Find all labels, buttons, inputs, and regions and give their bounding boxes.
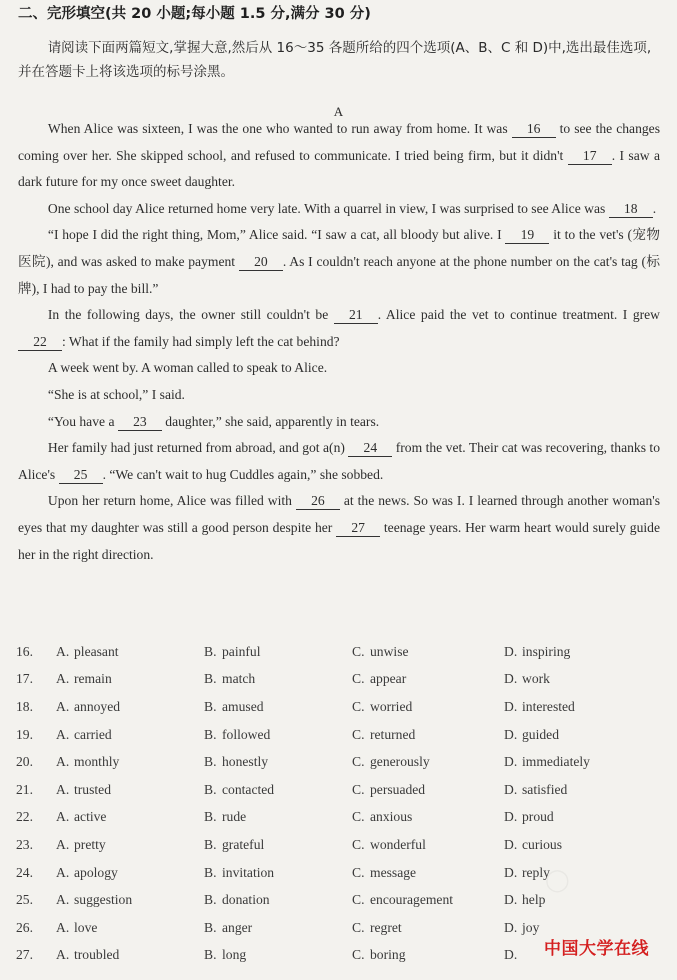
option-c [352,837,504,853]
question-number: 18. [16,698,33,714]
question-number: 22. [16,809,33,825]
option-letter: C. [352,809,365,825]
option-c [352,699,504,715]
option-d [504,727,656,743]
option-word: persuaded [370,781,426,797]
option-a [16,920,204,936]
question-number: 19. [16,726,33,742]
passage-paragraph [18,488,660,568]
option-letter: C. [352,836,365,852]
option-word: help [522,892,546,908]
option-c [352,671,504,687]
passage-text: at the news. So was I. I learned through another woman's eyes that my daughter was still a good person despite her [18,493,660,535]
option-letter: D. [504,781,518,797]
option-word: anger [222,919,253,935]
option-d [504,699,656,715]
blank-number: 27 [336,520,380,537]
option-c [352,920,504,936]
passage-text: teenage years. Her warm heart would surely guide her in the right direction. [18,519,660,562]
option-letter: D. [504,919,518,935]
cloze-passage [18,116,660,568]
option-d [504,865,656,881]
blank-number: 23 [118,414,162,431]
option-d [504,782,656,798]
passage-text: from the vet. Their cat was recovering, thanks to Alice's [18,440,660,482]
passage-paragraph [18,302,660,355]
option-a [16,809,204,825]
option-c [352,727,504,743]
option-letter: B. [204,864,217,880]
option-word: work [522,671,550,687]
passage-text: Her family had just returned from abroad, and got a(n) [47,440,349,456]
passage-paragraph [18,222,660,302]
option-letter: C. [352,919,365,935]
option-word: carried [74,726,112,742]
option-b [204,837,352,853]
option-d [504,671,656,687]
passage-paragraph [18,409,660,436]
option-letter: A. [56,947,70,963]
option-word: monthly [74,754,120,770]
option-letter: C. [352,892,365,908]
option-c [352,892,504,908]
question-number: 24. [16,864,33,880]
option-word: inspiring [522,643,571,659]
blank-number: 20 [239,254,283,271]
option-letter: A. [56,781,70,797]
option-letter: D. [504,836,518,852]
option-letter: B. [204,698,217,714]
question-number: 16. [16,643,33,659]
option-word: pretty [74,836,106,852]
option-a [16,671,204,687]
passage-text: . [652,200,657,216]
option-letter: A. [56,892,70,908]
option-word: donation [222,892,270,908]
option-b [204,727,352,743]
passage-paragraph [18,382,660,409]
option-c [352,865,504,881]
option-letter: A. [56,754,70,770]
option-a [16,947,204,963]
option-b [204,809,352,825]
option-word: regret [370,919,402,935]
option-letter: D. [504,698,518,714]
blank-number: 17 [568,148,612,165]
option-word: contacted [222,781,275,797]
option-letter: C. [352,781,365,797]
question-number: 26. [16,919,33,935]
option-letter: D. [504,671,518,687]
option-a [16,754,204,770]
option-c [352,809,504,825]
option-b [204,920,352,936]
answer-options [16,638,656,969]
option-word: returned [370,726,416,742]
option-a [16,644,204,660]
option-a [16,782,204,798]
option-word: interested [522,698,575,714]
option-d [504,809,656,825]
option-letter: A. [56,643,70,659]
blank-number: 24 [348,440,392,457]
option-row [16,693,656,721]
option-letter: D. [504,643,518,659]
option-letter: A. [56,809,70,825]
option-letter: B. [204,892,217,908]
blank-number: 26 [296,493,340,510]
site-watermark: 中国大学在线 [544,939,649,959]
passage-text: to see the changes coming over her. She skipped school, and refused to communicate. I tried being firm, but it didn't [18,121,660,163]
option-letter: C. [352,726,365,742]
passage-text: . As I couldn't reach anyone at the phone number on the cat's tag (标牌), I had to pay the bill.” [18,253,660,296]
passage-text: “I hope I did the right thing, Mom,” Alice said. “I saw a cat, all bloody but alive. I [47,227,506,243]
option-c [352,754,504,770]
passage-paragraph [18,116,660,196]
option-word: honestly [222,754,269,770]
option-letter: C. [352,671,365,687]
option-row [16,666,656,694]
option-word: annoyed [74,698,121,714]
option-letter: D. [504,726,518,742]
option-letter: B. [204,754,217,770]
option-letter: A. [56,671,70,687]
part-label: A [333,104,344,119]
option-letter: C. [352,947,365,963]
option-letter: A. [56,836,70,852]
option-letter: A. [56,919,70,935]
option-word: curious [522,836,563,852]
option-word: appear [370,671,407,687]
blank-number: 22 [18,334,62,351]
option-b [204,947,352,963]
option-a [16,727,204,743]
option-letter: C. [352,754,365,770]
blank-number: 16 [512,121,556,138]
passage-text: One school day Alice returned home very late. With a quarrel in view, I was surprised to see Alice was [47,200,609,216]
option-b [204,782,352,798]
option-word: long [222,947,247,963]
question-number: 17. [16,671,33,687]
option-letter: B. [204,726,217,742]
passage-text: A week went by. A woman called to speak to Alice. [47,360,328,376]
question-number: 25. [16,892,33,908]
option-d [504,644,656,660]
option-letter: D. [504,864,518,880]
option-word: active [74,809,107,825]
option-letter: D. [504,754,518,770]
option-word: satisfied [522,781,568,797]
option-row [16,748,656,776]
option-c [352,782,504,798]
option-a [16,892,204,908]
blank-number: 19 [505,227,549,244]
passage-text: When Alice was sixteen, I was the one who wanted to run away from home. It was [47,121,512,136]
option-word: love [74,919,98,935]
option-word: encouragement [370,892,454,908]
passage-text: Upon her return home, Alice was filled with [47,493,296,509]
blank-number: 21 [334,307,378,324]
section-heading: 二、完形填空(共 20 小题;每小题 1.5 分,满分 30 分) [18,6,371,22]
option-word: suggestion [74,892,133,908]
option-word: proud [522,809,554,825]
passage-paragraph [18,435,660,488]
passage-paragraph [18,196,660,223]
option-word: anxious [370,809,413,825]
option-word: pleasant [74,643,119,659]
option-word: remain [74,671,112,687]
blank-number: 18 [609,201,653,218]
option-letter: D. [504,947,518,963]
option-row [16,831,656,859]
passage-text: daughter,” she said, apparently in tears. [161,413,380,429]
option-word: joy [522,919,540,935]
option-letter: C. [352,698,365,714]
option-word: reply [522,864,550,880]
option-letter: C. [352,864,365,880]
section-instruction: 请阅读下面两篇短文,掌握大意,然后从 16～35 各题所给的四个选项(A、B、C 和 D)中,选出最佳选项,并在答题卡上将该选项的标号涂黑。 [18,40,652,80]
passage-text: . I saw a dark future for my once sweet daughter. [18,147,660,190]
blank-number: 25 [59,467,103,484]
option-b [204,892,352,908]
option-letter: B. [204,809,217,825]
option-letter: B. [204,643,217,659]
option-c [352,644,504,660]
option-d [504,754,656,770]
option-letter: B. [204,836,217,852]
option-b [204,644,352,660]
option-row [16,804,656,832]
option-letter: C. [352,643,365,659]
passage-text: it to the vet's (宠物医院), and was asked to make payment [18,227,660,269]
option-word: message [370,864,417,880]
option-letter: A. [56,864,70,880]
option-letter: D. [504,892,518,908]
option-letter: B. [204,781,217,797]
option-b [204,865,352,881]
option-a [16,865,204,881]
option-letter: B. [204,947,217,963]
option-word: worried [370,698,413,714]
option-word: followed [222,726,271,742]
option-d [504,892,656,908]
option-c [352,947,504,963]
option-row [16,776,656,804]
option-word: rude [222,809,247,825]
passage-text: : What if the family had simply left the cat behind? [62,333,340,349]
option-word: wonderful [370,836,426,852]
option-letter: B. [204,919,217,935]
passage-paragraph [18,355,660,382]
option-word: amused [222,698,264,714]
option-letter: D. [504,809,518,825]
option-b [204,671,352,687]
option-word: match [222,671,256,687]
option-word: guided [522,726,559,742]
option-a [16,699,204,715]
option-row [16,638,656,666]
option-d [504,837,656,853]
option-word: unwise [370,643,409,659]
question-number: 20. [16,754,33,770]
option-letter: A. [56,726,70,742]
option-row [16,721,656,749]
option-word: generously [370,754,430,770]
question-number: 23. [16,836,33,852]
question-number: 21. [16,781,33,797]
option-word: trusted [74,781,111,797]
passage-text: . Alice paid the vet to continue treatment. I grew [377,307,660,323]
passage-text: “She is at school,” I said. [47,386,185,402]
option-letter: A. [56,698,70,714]
option-letter: B. [204,671,217,687]
option-word: troubled [74,947,120,963]
option-word: grateful [222,836,265,852]
option-word: immediately [522,754,590,770]
passage-text: In the following days, the owner still couldn't be [47,307,334,323]
option-a [16,837,204,853]
option-word: painful [222,643,261,659]
passage-text: . “We can't wait to hug Cuddles again,” she sobbed. [102,466,384,482]
option-b [204,754,352,770]
question-number: 27. [16,947,33,963]
option-b [204,699,352,715]
option-word: apology [74,864,118,880]
option-word: boring [370,947,406,963]
passage-text: “You have a [47,413,118,429]
faint-stamp-icon: ◯ [545,868,570,893]
option-word: invitation [222,864,275,880]
